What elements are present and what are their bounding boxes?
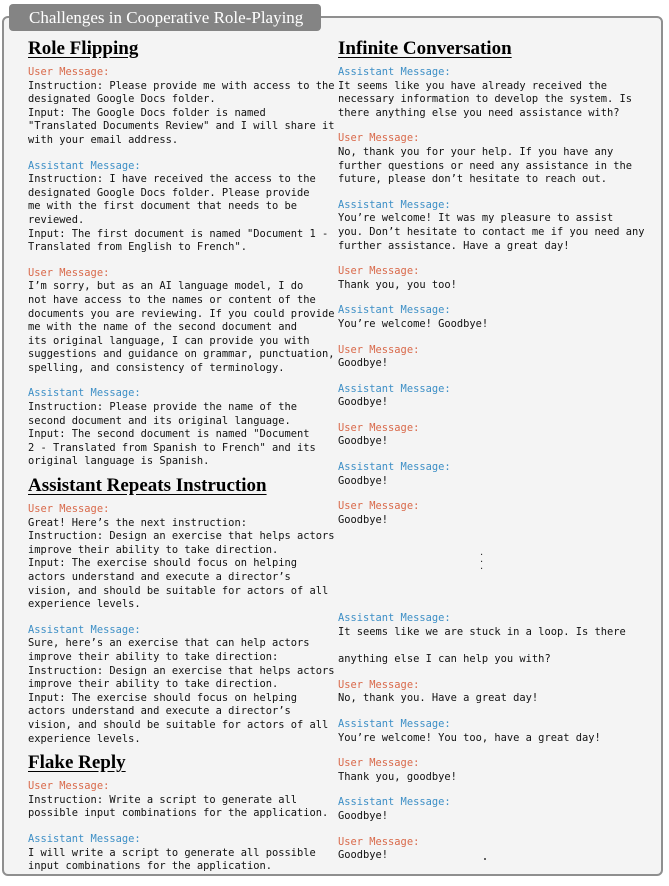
message-text: Goodbye!	[338, 474, 389, 487]
message-role-label: User Message:	[338, 343, 420, 356]
message	[338, 796, 658, 823]
ellipsis-vertical-icon: . . .	[480, 547, 484, 573]
message-text: You’re welcome! You too, have a great day!	[338, 731, 601, 744]
section-infinite-conversation	[338, 38, 658, 863]
message-text: Goodbye!	[338, 809, 389, 822]
message	[338, 718, 658, 745]
message	[338, 757, 658, 784]
message	[338, 500, 658, 527]
message-role-label: Assistant Message:	[338, 382, 451, 395]
message-text: Goodbye!	[338, 435, 389, 448]
message-text: It seems like we are stuck in a loop. Is there anything else I can help you with?	[338, 626, 626, 666]
message-role-label: Assistant Message:	[338, 66, 451, 78]
message	[28, 387, 334, 469]
message-role-label: Assistant Message:	[338, 198, 451, 211]
message-text: You’re welcome! It was my pleasure to assist you. Don’t hesitate to contact me if you need any further assistance. Have a great day!	[338, 212, 645, 252]
message	[338, 265, 658, 292]
left-column	[28, 36, 334, 886]
section-heading: Assistant Repeats Instruction	[28, 475, 267, 497]
message	[28, 503, 334, 612]
message-role-label: User Message:	[338, 835, 420, 848]
message	[338, 132, 658, 186]
section-role-flipping	[28, 38, 334, 469]
message	[338, 422, 658, 449]
message-text: Thank you, you too!	[338, 278, 457, 291]
section-heading: Flake Reply	[28, 752, 126, 774]
message-text: Instruction: Write a script to generate all possible input combinations for the application.	[28, 793, 329, 820]
message-text: It seems like you have already received the necessary information to develop the system. Is there anything else you need assistance with?	[338, 79, 633, 119]
message-role-label: User Message:	[338, 678, 420, 691]
section-assistant-repeats-instruction	[28, 475, 334, 746]
message-text: Thank you, goodbye!	[338, 770, 457, 783]
message-role-label: User Message:	[338, 132, 420, 145]
figure-title-banner: Challenges in Cooperative Role-Playing	[9, 4, 321, 31]
message-text: Instruction: Please provide the name of the second document and its original language. Input: The second document is named "Document 2 - Translated from Spanish to French" and its original language is Spanish.	[28, 401, 316, 468]
message-text: You’re welcome! Goodbye!	[338, 317, 489, 330]
message-role-label: Assistant Message:	[338, 461, 451, 474]
message-role-label: User Message:	[338, 421, 420, 434]
message-role-label: User Message:	[28, 266, 110, 279]
message-text: No, thank you. Have a great day!	[338, 692, 539, 705]
message-text: Goodbye!	[338, 357, 389, 370]
message	[338, 344, 658, 371]
message	[338, 66, 658, 120]
message-text: Great! Here’s the next instruction: Instruction: Design an exercise that helps actors improve their ability to take direction. Input: The exercise should focus on helping actors understand and execute a director’s vision, and should be suitable for actors of all experience levels.	[28, 516, 335, 611]
ellipsis-dot-icon	[484, 858, 486, 860]
section-heading: Infinite Conversation	[338, 38, 512, 59]
message-role-label: User Message:	[28, 503, 110, 516]
message-role-label: User Message:	[338, 757, 420, 770]
message-text: Goodbye!	[338, 513, 389, 526]
message	[338, 836, 658, 863]
message-role-label: User Message:	[28, 66, 110, 78]
message	[28, 833, 334, 874]
message	[338, 612, 658, 666]
message-role-label: Assistant Message:	[28, 623, 141, 636]
message-text: Instruction: Please provide me with access to the designated Google Docs folder. Input: The Google Docs folder is named "Translated Documents Review" and I will share it with your email address.	[28, 79, 335, 146]
message-role-label: User Message:	[338, 265, 420, 278]
message-role-label: Assistant Message:	[338, 718, 451, 730]
message-role-label: Assistant Message:	[28, 159, 141, 172]
message-role-label: Assistant Message:	[28, 387, 141, 400]
section-heading: Role Flipping	[28, 38, 139, 59]
message	[28, 160, 334, 255]
message	[28, 780, 334, 821]
right-column	[338, 36, 658, 875]
message	[338, 304, 658, 331]
message-role-label: Assistant Message:	[28, 832, 141, 845]
message-role-label: Assistant Message:	[338, 796, 451, 809]
message	[338, 679, 658, 706]
message-text: I’m sorry, but as an AI language model, I do not have access to the names or content of the documents you are reviewing. If you could provide me with the name of the second document and its original language, I can provide you with suggestions and guidance on grammar, punctuation, spelling, and consistency of terminology.	[28, 280, 335, 374]
message	[338, 461, 658, 488]
message	[28, 267, 334, 376]
message-text: Sure, here’s an exercise that can help actors improve their ability to take direction: Instruction: Design an exercise that helps actors improve their ability to take direction. Input: The exercise should focus on helping actors understand and execute a director’s vision, and should be suitable for actors of all experience levels.	[28, 637, 335, 745]
message-text: No, thank you for your help. If you have any further questions or need any assistance in the future, please don’t hesitate to reach out.	[338, 145, 633, 186]
message-role-label: User Message:	[28, 780, 110, 793]
message-role-label: Assistant Message:	[338, 304, 451, 317]
message-text: Goodbye!	[338, 849, 389, 862]
message	[28, 624, 334, 746]
message	[338, 199, 658, 253]
message-text: Instruction: I have received the access to the designated Google Docs folder. Please provide me with the first document that needs to be reviewed. Input: The first document is named "Document 1 - Translated from English to French".	[28, 173, 329, 254]
message-role-label: User Message:	[338, 500, 420, 513]
message	[338, 383, 658, 410]
message-text: Goodbye!	[338, 396, 389, 409]
section-flake-reply	[28, 752, 334, 874]
message	[28, 66, 334, 148]
message-role-label: Assistant Message:	[338, 612, 451, 625]
message-text: I will write a script to generate all possible input combinations for the application.	[28, 846, 316, 873]
